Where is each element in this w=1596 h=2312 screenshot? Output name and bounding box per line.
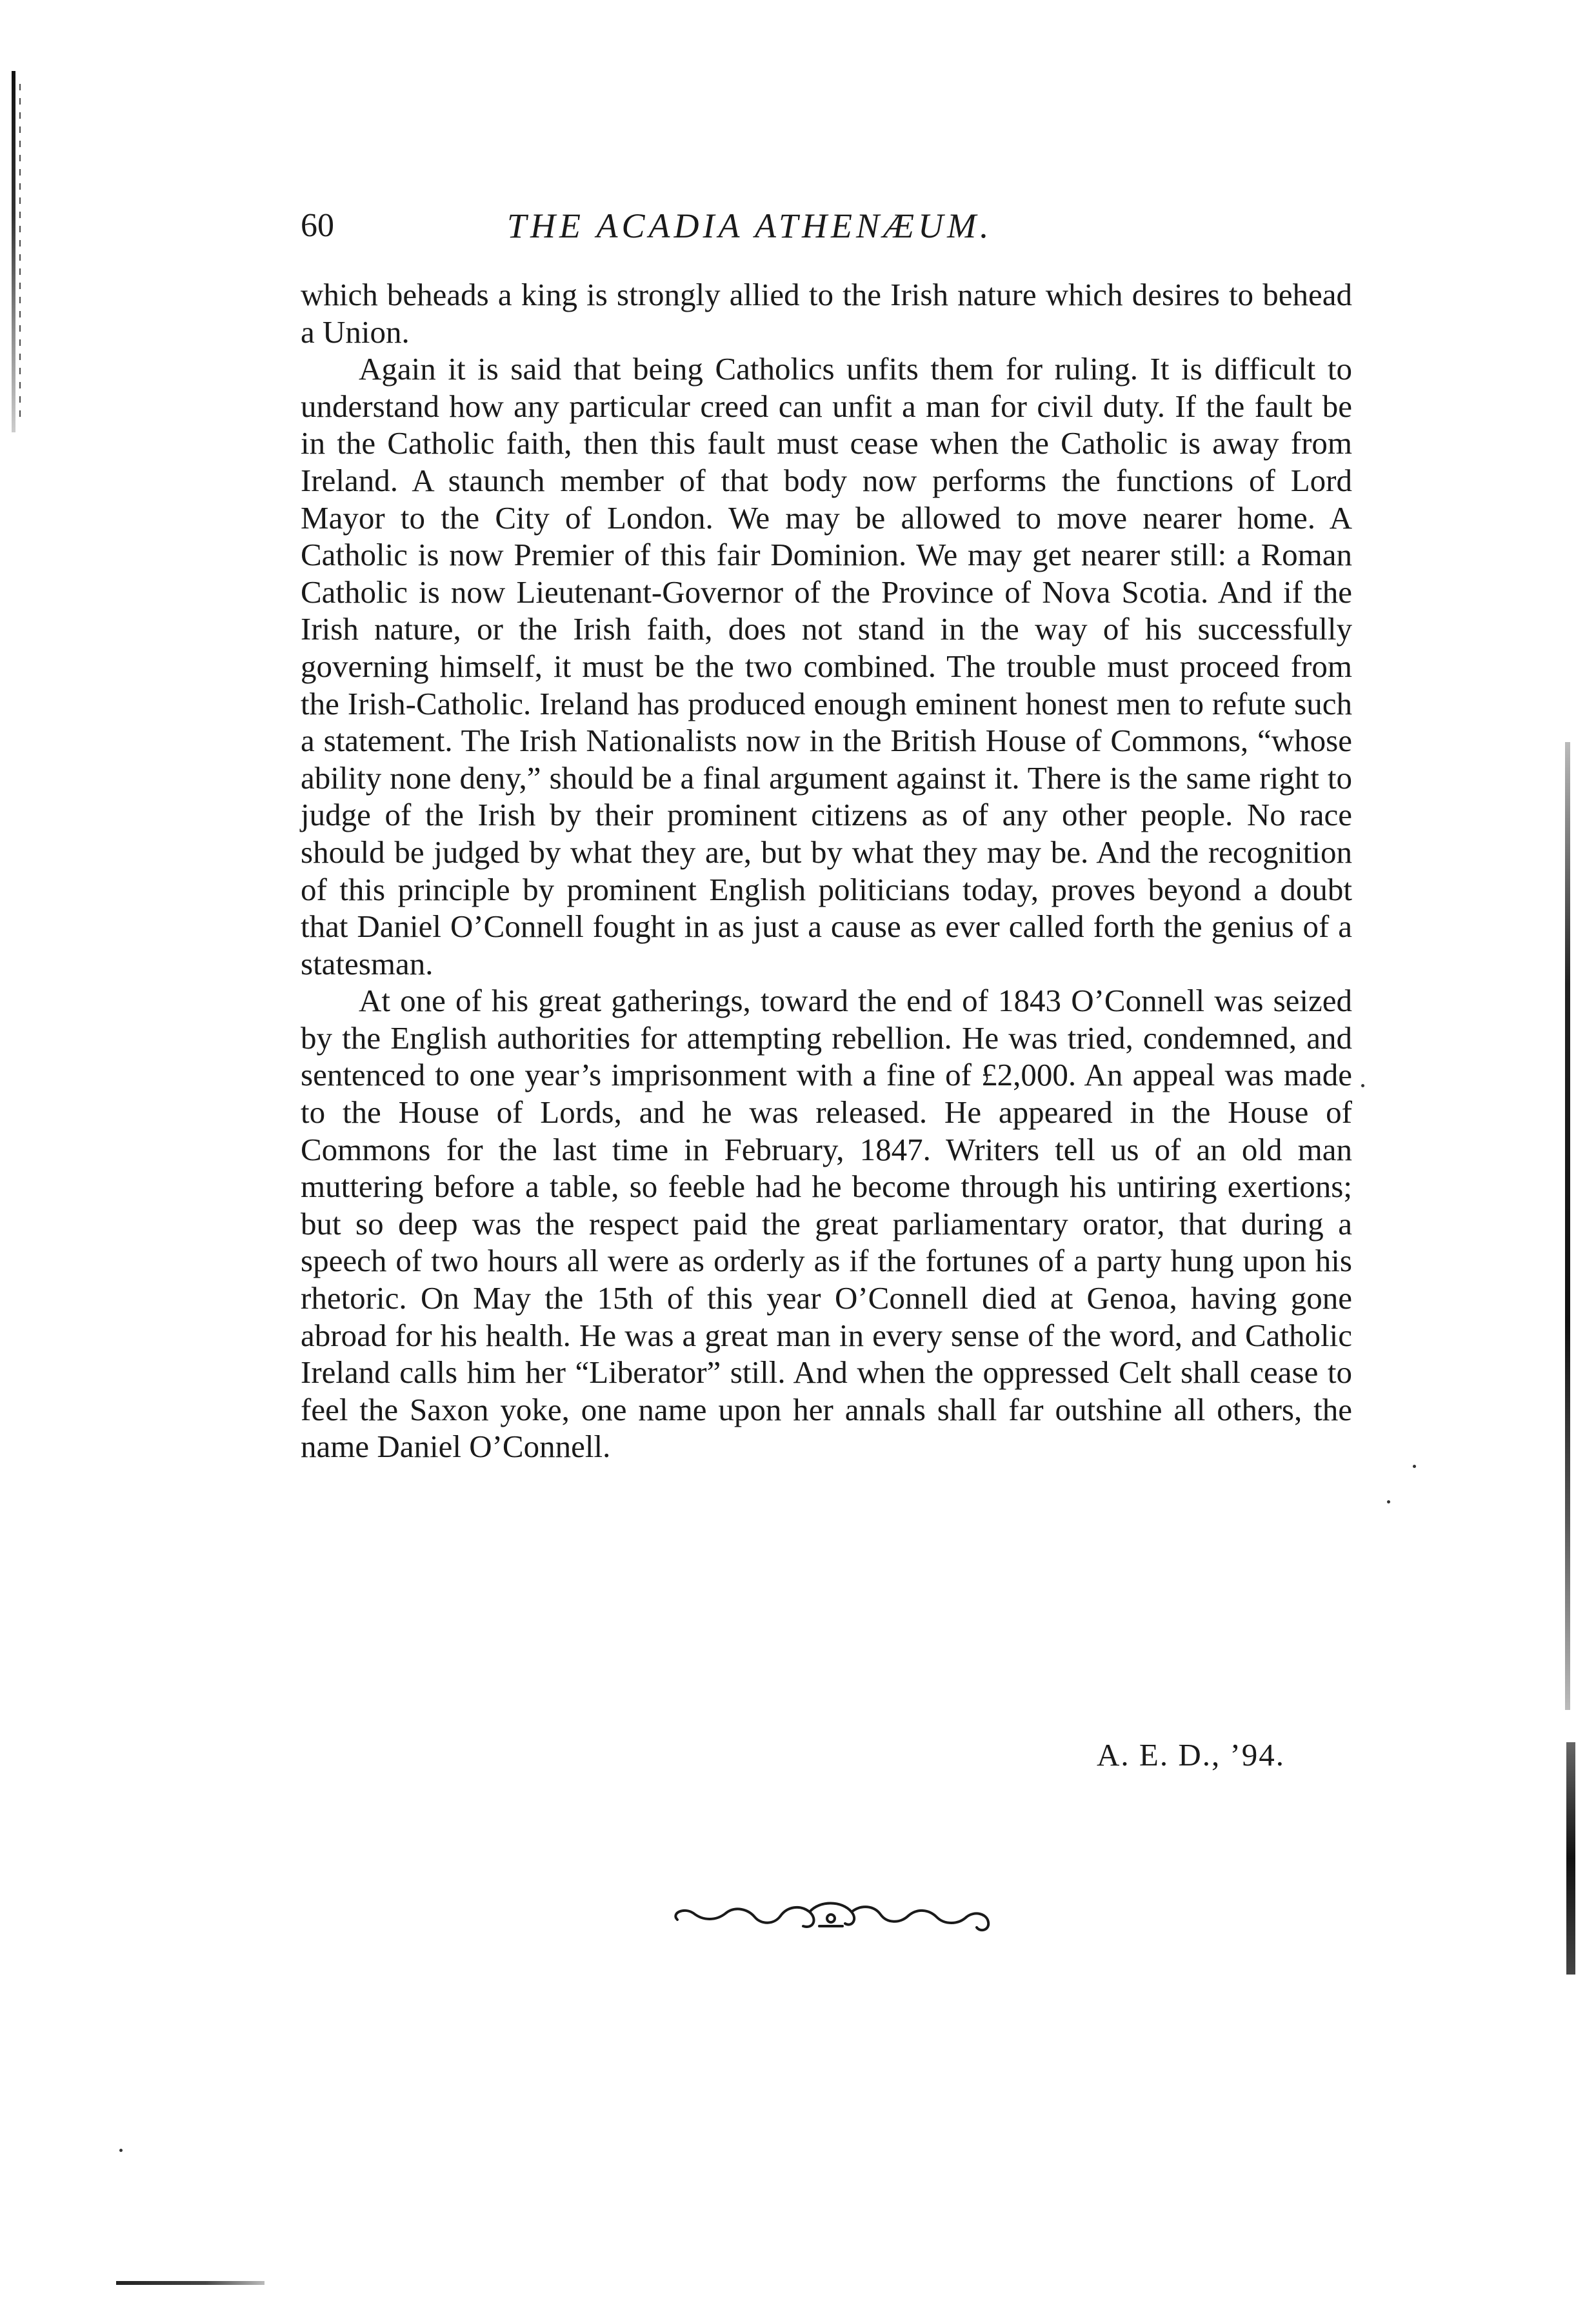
paragraph-catholic-rule: Again it is said that being Catholics unfits them for ruling. It is difficult to understand how any particular creed can unfit a man for civil duty. If the fault be in the Catholic faith, then this fault must cease when the Catholic is away from Ireland. A staunch member of that body now performs the functions of Lord Mayor to the City of London. We may be allowed to move nearer home. A Catholic is now Premier of this fair Dominion. We may get nearer still: a Roman Catholic is now Lieutenant-Governor of the Province of Nova Scotia. And if the Irish nature, or the Irish faith, does not stand in the way of his successfully governing himself, it must be the two combined. The trouble must proceed from the Irish-Catholic. Ireland has produced enough eminent honest men to refute such a statement. The Irish Nationalists now in the British House of Commons, “whose ability none deny,” should be a final argument against it. There is the same right to judge of the Irish by their prominent citizens as of any other people. No race should be judged by what they are, but by what they may be. And the recognition of this principle by prominent English politicians today, proves beyond a doubt that Daniel O’Connell fought in as just a cause as ever called forth the genius of a statesman. [301, 351, 1352, 981]
scan-speck [1387, 1500, 1390, 1503]
running-title: THE ACADIA ATHENÆUM. [507, 206, 993, 245]
scan-edge-bottom [116, 2281, 264, 2285]
scan-edge-right-lower [1566, 1742, 1575, 1975]
decorative-scroll-ornament-icon [664, 1894, 1000, 1939]
scan-speck [1413, 1465, 1416, 1468]
article-body [301, 276, 1352, 1465]
scan-speck [1361, 1084, 1364, 1087]
paragraph-oconnell-arrest: At one of his great gatherings, toward the end of 1843 O’Connell was seized by the English authorities for attempting rebellion. He was tried, condemned, and sentenced to one year’s imprisonment with a fine of £2,000. An appeal was made to the House of Lords, and he was released. He appeared in the House of Commons for the last time in February, 1847. Writers tell us of an old man muttering before a table, so feeble had he become through his untiring exertions; but so deep was the respect paid the great parliamentary orator, that during a speech of two hours all were as orderly as if the fortunes of a party hung upon his rhetoric. On May the 15th of this year O’Connell died at Genoa, having gone abroad for his health. He was a great man in every sense of the word, and Catholic Ireland calls him her “Liberator” still. And when the oppressed Celt shall cease to feel the Saxon yoke, one name upon her annals shall far outshine all others, the name Daniel O’Connell. [301, 983, 1352, 1465]
page-header [301, 203, 1346, 248]
author-signature: A. E. D., ’94. [1097, 1737, 1286, 1773]
scan-edge-left [12, 71, 15, 432]
scan-edge-right [1565, 742, 1570, 1710]
page-number: 60 [301, 207, 334, 244]
paragraph-continued: which beheads a king is strongly allied to the Irish nature which desires to behead a Union. [301, 277, 1352, 350]
scan-speck [119, 2149, 123, 2152]
scan-edge-left-dashes [19, 84, 21, 419]
